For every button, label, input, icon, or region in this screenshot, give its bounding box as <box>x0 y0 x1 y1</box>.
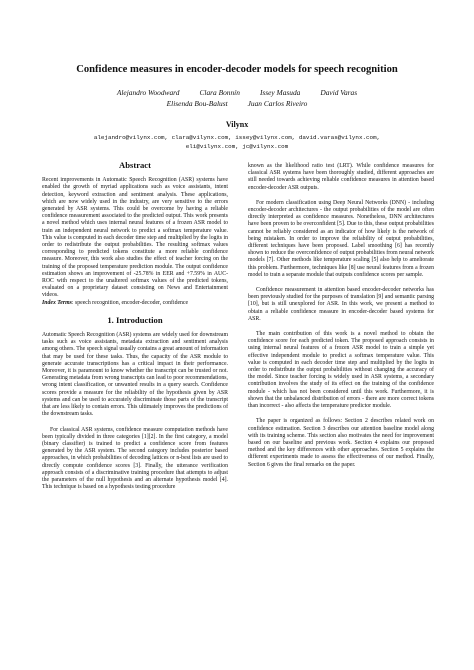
author-row-1 <box>0 87 474 98</box>
left-column <box>42 160 228 499</box>
paper-title: Confidence measures in encoder-decoder models for speech recognition <box>76 64 398 75</box>
right-paragraph-4: The main contribution of this work is a novel method to obtain the confidence score for each predicted token. The proposed approach consists in using internal neural features of a frozen ASR model to train a simple yet effective independent module to predict a softmax temperature value. This value is computed in each decoder time step and multiplied by the logits in order to redistribute the output probabilities without changing the accuracy of the model. Since teacher forcing is widely used in ASR systems, a secondary contribution involves the study of its effect on the training of the confidence module - which has not been considered until this work. Furthermore, it is shown that the unbalanced distribution of errors - there are more correct tokens than incorrect - also affects the temperature predictor module. <box>248 331 434 410</box>
author-name: Elisenda Bou-Balust <box>166 99 228 108</box>
right-paragraph-3: Confidence measurement in attention based encoder-decoder networks has been previously studied for the purposes of translation [9] and semantic parsing [10], but is still unexplored for ASR. In this work, we present a method to obtain a reliable confidence measure in encoder-decoder based systems for ASR. <box>248 287 434 322</box>
intro-paragraph-1: Automatic Speech Recognition (ASR) systems are widely used for downstream tasks such as voice assistants, metadata extraction and sentiment analysis among others. The speech signal usually contains a great amount of information that may be used for these tasks. Thus, the capacity of the ASR module to generate accurate transcriptions has a critical impact in their performance. Moreover, it is paramount to know whether the transcript can be trusted or not. Generating metadata from wrong transcripts can lead to poor recommendations, wrong intent classification, or unwanted results in a query search. Confidence scores provide a measure for the reliability of the hypothesis given by ASR systems and can be used to accurately discriminate those parts of the transcript that are less likely to contain errors. This ultimately improves the predictions of the downstream tasks. <box>42 332 228 418</box>
index-terms <box>42 300 228 307</box>
introduction-heading: 1. Introduction <box>107 314 163 325</box>
author-name: Issey Masuda <box>259 88 301 97</box>
author-name: David Varas <box>320 88 358 97</box>
right-paragraph-1: known as the likelihood ratio test (LRT). While confidence measures for classical ASR systems have been thoroughly studied, different approaches are still needed towards achieving reliable confidence measures in attention based encoder-decoder ASR outputs. <box>248 163 434 191</box>
abstract-heading: Abstract <box>119 160 151 170</box>
author-name: Juan Carlos Riveiro <box>247 99 308 108</box>
abstract-text: Recent improvements in Automatic Speech Recognition (ASR) systems have enabled the growth of myriad applications such as voice assistants, intent detection, keyword extraction and sentiment analysis. These applications, which are now widely used in the industry, are very sensitive to the errors generated by ASR systems. This could be overcome by having a reliable confidence measurement associated to the predicted output. This work presents a novel method which uses internal neural features of a frozen ASR model to train an independent neural network to predict a softmax temperature value. This value is computed in each decoder time step and multiplied by the logits in order to redistribute the output probabilities. The resulting softmax values corresponding to predicted tokens constitute a more reliable confidence measure. Moreover, this work also studies the effect of teacher forcing on the training of the proposed temperature prediction module. The output confidence estimation shows an improvement of -25.78% in EER and +7.59% in AUC-ROC with respect to the unaltered softmax values of the predicted tokens, evaluated on a proprietary dataset consisting on News and Entertainment videos. <box>42 177 228 299</box>
intro-paragraph-2: For classical ASR systems, confidence measure computation methods have been typically divided in three categories [1][2]. In the first category, a model (binary classifier) is trained to predict a confidence score from features generated by the ASR system. The second category includes posterior based approaches, in which probabilities of decoding lattices or n-best lists are used to directly compute confidence scores [3]. Finally, the utterance verification approach consists of a discriminative training procedure that attempts to adjust the parameters of the null hypothesis and an alternate hypothesis model [4]. This technique is based on a hypothesis testing procedure <box>42 426 228 491</box>
email-line-2: eli@vilynx.com, jc@vilynx.com <box>185 143 289 150</box>
author-emails <box>0 133 474 151</box>
right-paragraph-5: The paper is organized as follows: Section 2 describes related work on confidence estimation. Section 3 describes our attention baseline model along with its training scheme. This section also motivates the need for improvement based on our baseline and previous work. Section 4 explains our proposed method and the key differences with other approaches. Section 5 explains the different experiments made to assess the effectiveness of our method. Finally, Section 6 gives the final remarks on the paper. <box>248 418 434 468</box>
index-terms-text: : speech recognition, encoder-decoder, confidence <box>71 299 189 306</box>
author-name: Alejandro Woodward <box>116 88 180 97</box>
email-line-1: alejandro@vilynx.com, clara@vilynx.com, issey@vilynx.com, david.varas@vilynx.com, <box>93 134 381 141</box>
author-name: Clara Bonnín <box>199 88 240 97</box>
right-column <box>248 163 434 477</box>
right-paragraph-2: For modern classification using Deep Neural Networks (DNN) - including encoder-decoder architectures - the output probabilities of the model are often directly interpreted as confidence measures. Nonetheless, DNN architectures have been proven to be overconfident [5]. Due to this, these output probabilities cannot be reliably considered as an indicator of how likely is the network of being mistaken. In order to improve the reliability of output probabilities, different techniques have been proposed. Label smoothing [6] has recently shown to reduce the overconfidence of output probabilities from neural network models [7]. Other methods like temperature scaling [5] also help to ameliorate this problem. Furthermore, techniques like [8] use neural features from a frozen model to train a separate module that outputs confidence scores per sample. <box>248 199 434 278</box>
author-row-2 <box>0 98 474 109</box>
affiliation: Vilynx <box>225 120 249 129</box>
author-list <box>0 87 474 109</box>
index-terms-label: Index Terms <box>42 299 72 306</box>
